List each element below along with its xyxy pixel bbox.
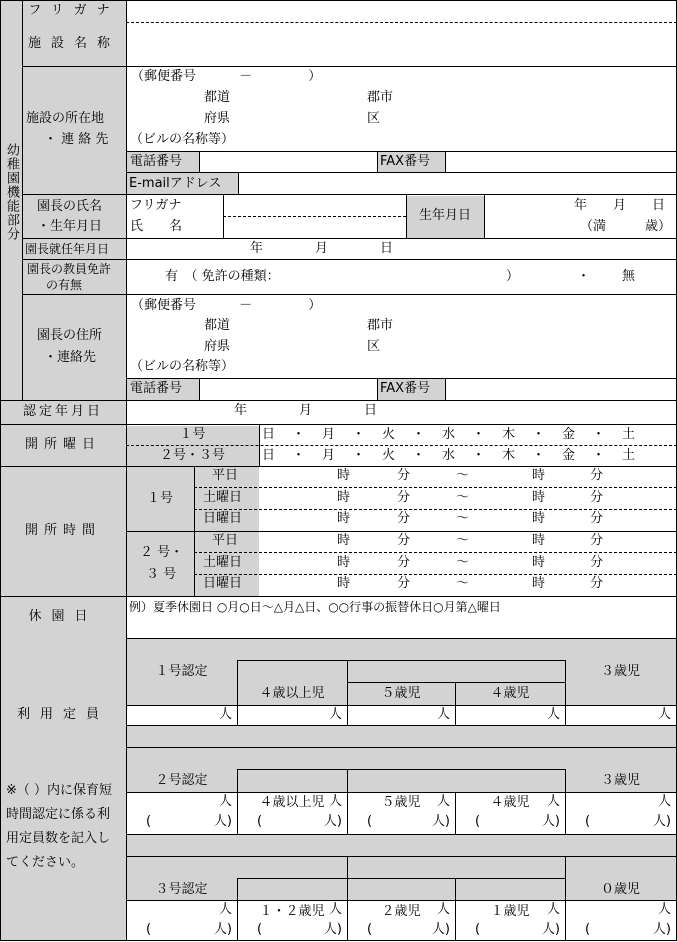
hours-group-1: １号 xyxy=(146,490,173,506)
director-phone-label: 電話番号 xyxy=(130,381,183,396)
hours-fun: 分 xyxy=(590,555,604,570)
capacity-unit: 人 xyxy=(546,794,560,809)
capacity-unit: 人 xyxy=(218,902,232,917)
capacity-sub2: １歳児 xyxy=(490,904,530,919)
pref-top: 都道 xyxy=(204,90,231,105)
phone-label: 電話番号 xyxy=(130,154,183,169)
license-label-2: の有無 xyxy=(46,278,83,292)
hours-ji: 時 xyxy=(532,555,546,570)
pref-bottom: 府県 xyxy=(204,111,231,126)
hours-group-2-line2: ３ 号 xyxy=(146,567,177,582)
furigana-label: フリガナ xyxy=(28,3,120,18)
day-4: 水 xyxy=(442,448,456,463)
hours-ji: 時 xyxy=(337,511,351,526)
day-sep: ・ xyxy=(472,448,486,463)
hours-tilde: ～ xyxy=(456,490,470,505)
capacity-big: ４歳以上児 xyxy=(259,686,325,701)
capacity-paren-close: 人) xyxy=(213,814,232,829)
day-3: 火 xyxy=(382,427,396,442)
capacity-paren-close: 人) xyxy=(431,814,450,829)
hours-fun: 分 xyxy=(397,511,411,526)
director-furigana: フリガナ xyxy=(130,198,182,213)
capacity-title: １号認定 xyxy=(155,664,208,679)
hours-day-type: 土曜日 xyxy=(203,490,243,505)
day-1: 日 xyxy=(262,448,276,463)
director-fax-label: FAX番号 xyxy=(380,381,431,396)
hours-ji: 時 xyxy=(337,490,351,505)
capacity-sub2: ４歳児 xyxy=(490,795,530,810)
capacity-paren-open: ( xyxy=(475,814,481,829)
director-name-label-1: 園長の氏名 xyxy=(37,199,103,214)
capacity-paren-open: ( xyxy=(257,922,263,937)
capacity-unit: 人 xyxy=(218,794,232,809)
open-days-type-2: ２号・３号 xyxy=(159,447,225,463)
capacity-paren-close: 人) xyxy=(652,814,671,829)
capacity-paren-close: 人) xyxy=(323,922,342,937)
hours-day-type: 日曜日 xyxy=(203,511,243,526)
hours-fun: 分 xyxy=(590,490,604,505)
open-hours-label: 開所時間 xyxy=(24,523,101,538)
capacity-big: ４歳以上児 xyxy=(259,795,325,810)
capacity-paren-open: ( xyxy=(146,922,152,937)
day-sep: ・ xyxy=(292,448,306,463)
hours-ji: 時 xyxy=(532,576,546,591)
hours-tilde: ～ xyxy=(456,511,470,526)
capacity-note-2: 時間認定に係る利 xyxy=(6,807,111,822)
day-5: 木 xyxy=(502,448,516,463)
capacity-last: ０歳児 xyxy=(600,882,640,897)
hours-fun: 分 xyxy=(397,533,411,548)
director-city-top: 郡市 xyxy=(367,318,394,333)
capacity-big: １・２歳児 xyxy=(259,904,325,919)
hours-tilde: ～ xyxy=(456,555,470,570)
closed-days-example: 例）夏季休園日 ○月○日～△月△日、○○行事の振替休日○月第△曜日 xyxy=(129,600,501,614)
day-4: 水 xyxy=(442,427,456,442)
day-sep: ・ xyxy=(472,427,486,442)
capacity-unit: 人 xyxy=(218,707,232,722)
director-addr-label-2: ・連絡先 xyxy=(44,350,97,365)
hours-ji: 時 xyxy=(337,533,351,548)
hours-ji: 時 xyxy=(532,468,546,483)
day-sep: ・ xyxy=(532,448,546,463)
director-addr-label-1: 園長の住所 xyxy=(37,328,103,343)
director-postal: （郵便番号 － ） xyxy=(131,298,322,313)
day-sep: ・ xyxy=(292,427,306,442)
capacity-unit: 人 xyxy=(436,794,450,809)
capacity-paren-open: ( xyxy=(475,922,481,937)
postal-code: （郵便番号 － ） xyxy=(131,69,322,84)
capacity-unit: 人 xyxy=(657,794,671,809)
capacity-paren-open: ( xyxy=(585,922,591,937)
capacity-unit: 人 xyxy=(657,707,671,722)
license-no: 無 xyxy=(622,269,636,284)
section-label: 幼稚園機能部分 xyxy=(4,143,19,241)
day-6: 金 xyxy=(562,427,576,442)
director-pref-top: 都道 xyxy=(204,318,231,333)
capacity-last: ３歳児 xyxy=(600,664,640,679)
hours-day-type: 土曜日 xyxy=(203,555,243,570)
hours-fun: 分 xyxy=(590,533,604,548)
capacity-paren-open: ( xyxy=(367,814,373,829)
capacity-paren-close: 人) xyxy=(213,922,232,937)
capacity-paren-open: ( xyxy=(367,922,373,937)
capacity-unit: 人 xyxy=(328,794,342,809)
hours-fun: 分 xyxy=(590,511,604,526)
capacity-unit: 人 xyxy=(657,902,671,917)
capacity-sub1: ５歳児 xyxy=(381,686,421,701)
capacity-unit: 人 xyxy=(328,707,342,722)
capacity-paren-close: 人) xyxy=(541,814,560,829)
capacity-unit: 人 xyxy=(546,902,560,917)
capacity-note-3: 用定員数を記入し xyxy=(6,831,111,846)
hours-day-type: 日曜日 xyxy=(203,576,243,591)
hours-fun: 分 xyxy=(397,490,411,505)
day-sep: ・ xyxy=(412,427,426,442)
facility-name-label: 施設名称 xyxy=(27,36,120,51)
day-sep: ・ xyxy=(352,448,366,463)
capacity-title: ２号認定 xyxy=(155,773,208,788)
certified-label: 認定年月日 xyxy=(22,404,103,419)
hours-ji: 時 xyxy=(532,533,546,548)
open-days-row-2 xyxy=(262,447,672,465)
capacity-paren-close: 人) xyxy=(431,922,450,937)
day-5: 木 xyxy=(502,427,516,442)
hours-fun: 分 xyxy=(590,576,604,591)
day-sep: ・ xyxy=(412,448,426,463)
director-building: （ビルの名称等） xyxy=(130,359,235,374)
hours-day-type: 平日 xyxy=(212,468,239,483)
hours-tilde: ～ xyxy=(456,576,470,591)
appointed-date: 年 月 日 xyxy=(250,241,394,256)
director-name-label-2: ・生年月日 xyxy=(37,219,103,234)
director-pref-bottom: 府県 xyxy=(204,339,231,354)
hours-fun: 分 xyxy=(397,468,411,483)
hours-fun: 分 xyxy=(397,555,411,570)
day-7: 土 xyxy=(622,427,636,442)
city-top: 郡市 xyxy=(367,90,394,105)
day-2: 月 xyxy=(322,448,336,463)
capacity-title: ３号認定 xyxy=(155,882,208,897)
license-label-1: 園長の教員免許 xyxy=(27,262,112,276)
director-city-bottom: 区 xyxy=(367,339,381,354)
hours-tilde: ～ xyxy=(456,468,470,483)
day-sep: ・ xyxy=(592,427,606,442)
certified-date: 年 月 日 xyxy=(234,403,378,418)
hours-ji: 時 xyxy=(337,576,351,591)
capacity-paren-close: 人) xyxy=(652,922,671,937)
hours-fun: 分 xyxy=(590,468,604,483)
day-6: 金 xyxy=(562,448,576,463)
capacity-last: ３歳児 xyxy=(600,773,640,788)
birth-label: 生年月日 xyxy=(418,208,471,223)
capacity-paren-open: ( xyxy=(257,814,263,829)
open-days-row-1 xyxy=(262,426,672,444)
day-sep: ・ xyxy=(592,448,606,463)
capacity-unit: 人 xyxy=(328,902,342,917)
capacity-sub1: ５歳児 xyxy=(381,795,421,810)
birth-ymd: 年 月 日 xyxy=(573,198,665,213)
email-label: E-mailアドレス xyxy=(129,176,222,191)
hours-fun: 分 xyxy=(397,576,411,591)
hours-ji: 時 xyxy=(337,468,351,483)
city-bottom: 区 xyxy=(367,111,381,126)
hours-group-2-line1: ２ 号・ xyxy=(140,545,184,560)
address-label-2: ・ 連 絡 先 xyxy=(44,132,109,147)
day-1: 日 xyxy=(262,427,276,442)
birth-age: （満 歳） xyxy=(579,219,671,234)
address-label-1: 施設の所在地 xyxy=(26,111,105,126)
capacity-unit: 人 xyxy=(546,707,560,722)
capacity-unit: 人 xyxy=(436,902,450,917)
capacity-sub1: ２歳児 xyxy=(381,904,421,919)
hours-ji: 時 xyxy=(532,490,546,505)
closed-days-label: 休園日 xyxy=(28,609,98,624)
open-days-type-1: １号 xyxy=(179,426,206,442)
license-dot: ・ xyxy=(577,269,591,284)
hours-tilde: ～ xyxy=(456,533,470,548)
capacity-paren-open: ( xyxy=(585,814,591,829)
day-7: 土 xyxy=(622,448,636,463)
capacity-note-4: てください。 xyxy=(6,855,85,870)
director-name: 氏 名 xyxy=(130,219,183,234)
capacity-unit: 人 xyxy=(436,707,450,722)
appointed-label: 園長就任年月日 xyxy=(25,242,110,256)
fax-label: FAX番号 xyxy=(380,154,431,169)
capacity-paren-open: ( xyxy=(146,814,152,829)
hours-ji: 時 xyxy=(532,511,546,526)
capacity-paren-close: 人) xyxy=(323,814,342,829)
license-yes: 有 （ 免許の種類： xyxy=(165,269,280,284)
hours-day-type: 平日 xyxy=(212,533,239,548)
capacity-paren-close: 人) xyxy=(541,922,560,937)
hours-ji: 時 xyxy=(337,555,351,570)
day-3: 火 xyxy=(382,448,396,463)
day-sep: ・ xyxy=(352,427,366,442)
open-days-label: 開所曜日 xyxy=(24,437,101,452)
day-sep: ・ xyxy=(532,427,546,442)
building-name: （ビルの名称等） xyxy=(130,132,235,147)
capacity-label: 利用定員 xyxy=(16,707,109,722)
license-close: ） xyxy=(506,269,520,284)
day-2: 月 xyxy=(322,427,336,442)
capacity-sub2: ４歳児 xyxy=(490,686,530,701)
capacity-note-1: ※（ ）内に保育短 xyxy=(6,783,113,798)
